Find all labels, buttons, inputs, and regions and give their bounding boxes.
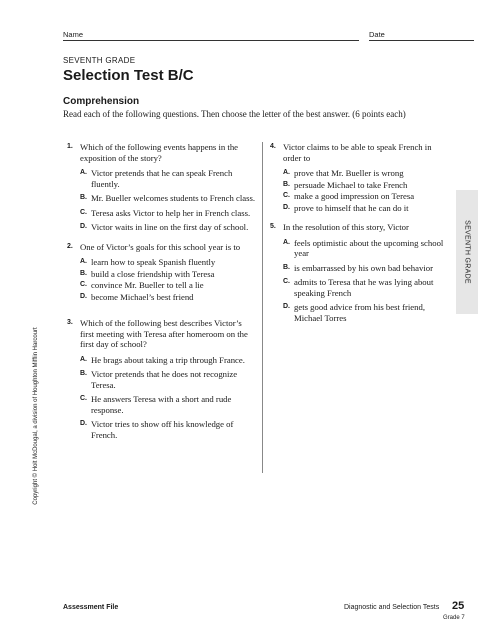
page-number: 25 — [452, 600, 465, 612]
grade-label: SEVENTH GRADE — [63, 56, 136, 65]
option-letter: C. — [283, 278, 290, 285]
page-title: Selection Test B/C — [63, 67, 194, 84]
copyright-notice: Copyright © Holt McDougal, a division of Houghton Mifflin Harcourt — [33, 327, 39, 505]
option-text: Victor tries to show off his knowledge of French. — [91, 419, 234, 440]
option — [80, 257, 257, 268]
option-text: learn how to speak Spanish fluently — [91, 257, 216, 267]
name-line — [63, 40, 359, 41]
option-letter: B. — [80, 269, 87, 277]
option-letter: B. — [283, 180, 290, 188]
option-letter: D. — [80, 292, 87, 300]
name-label: Name — [63, 30, 84, 39]
option — [80, 369, 257, 390]
question-1 — [67, 142, 257, 233]
question-text: Which of the following best describes Victor’s first meeting with Teresa after homeroom on the first day of school? — [80, 318, 248, 349]
side-tab-label: SEVENTH GRADE — [463, 220, 471, 284]
option-text: prove that Mr. Bueller is wrong — [294, 168, 404, 178]
option — [283, 263, 450, 274]
question-text: Victor claims to be able to speak French in order to — [283, 142, 432, 163]
option — [80, 292, 257, 303]
option-letter: D. — [283, 203, 290, 211]
option-letter: A. — [283, 238, 290, 246]
option-letter: D. — [283, 303, 290, 310]
option — [283, 277, 450, 298]
option — [80, 222, 257, 233]
option-text: Victor waits in line on the first day of school. — [91, 222, 249, 232]
question-5 — [270, 222, 450, 323]
option-letter: D. — [80, 420, 87, 427]
option-text: gets good advice from his best friend, Michael Torres — [294, 302, 426, 323]
option — [283, 238, 450, 259]
option-letter: C. — [80, 281, 87, 288]
question-number: 4. — [270, 143, 276, 150]
option — [80, 394, 257, 415]
section-heading: Comprehension — [63, 96, 140, 107]
option — [283, 203, 450, 214]
option — [80, 193, 257, 204]
footer-right: Diagnostic and Selection Tests — [344, 604, 440, 611]
question-text: One of Victor’s goals for this school year is to — [80, 241, 241, 252]
option-letter: D. — [80, 223, 87, 230]
option-text: Mr. Bueller welcomes students to French class. — [91, 193, 256, 203]
question-2 — [67, 242, 257, 303]
option — [80, 208, 257, 219]
question-number: 2. — [67, 242, 73, 250]
footer-grade: Grade 7 — [443, 615, 465, 621]
option — [283, 180, 450, 191]
option — [80, 419, 257, 440]
option-letter: A. — [80, 169, 87, 176]
left-column — [67, 142, 257, 449]
option-letter: C. — [283, 192, 290, 199]
option — [283, 302, 450, 323]
question-text: Which of the following events happens in the exposition of the story? — [80, 142, 239, 163]
option-letter: A. — [80, 258, 87, 265]
right-column — [270, 142, 450, 332]
option-letter: A. — [80, 355, 87, 363]
option-text: build a close friendship with Teresa — [91, 268, 215, 279]
option-text: make a good impression on Teresa — [294, 191, 415, 201]
option-text: Victor pretends that he can speak French fluently. — [91, 168, 233, 189]
option-text: persuade Michael to take French — [294, 179, 408, 190]
column-divider — [262, 142, 263, 473]
option-text: Victor pretends that he does not recognize Teresa. — [91, 369, 238, 390]
option-text: He brags about taking a trip through France. — [91, 354, 245, 365]
option-letter: A. — [283, 169, 290, 176]
question-4 — [270, 142, 450, 213]
option — [80, 168, 257, 189]
question-number: 3. — [67, 319, 73, 326]
option-letter: C. — [80, 395, 87, 402]
option-text: feels optimistic about the upcoming school year — [294, 237, 444, 258]
option-text: is embarrassed by his own bad behavior — [294, 262, 433, 273]
question-number: 1. — [67, 143, 73, 150]
option-text: Teresa asks Victor to help her in French class. — [91, 207, 251, 218]
question-number: 5. — [270, 223, 276, 230]
option-text: convince Mr. Bueller to tell a lie — [91, 280, 204, 290]
option-letter: B. — [283, 263, 290, 271]
option — [80, 269, 257, 280]
date-label: Date — [369, 30, 385, 39]
footer-left: Assessment File — [63, 604, 119, 611]
option — [80, 355, 257, 366]
option-letter: B. — [80, 194, 87, 201]
date-line — [369, 40, 474, 41]
option-text: become Michael’s best friend — [91, 291, 194, 302]
option-text: He answers Teresa with a short and rude response. — [91, 394, 232, 415]
question-text: In the resolution of this story, Victor — [283, 222, 409, 232]
question-3 — [67, 318, 257, 440]
instructions: Read each of the following questions. Then choose the letter of the best answer. (6 points each) — [63, 109, 406, 119]
option-text: prove to himself that he can do it — [294, 202, 409, 213]
option-letter: C. — [80, 208, 87, 216]
option — [80, 280, 257, 291]
option-letter: B. — [80, 370, 87, 377]
option — [283, 191, 450, 202]
option — [283, 168, 450, 179]
option-text: admits to Teresa that he was lying about speaking French — [294, 277, 434, 298]
